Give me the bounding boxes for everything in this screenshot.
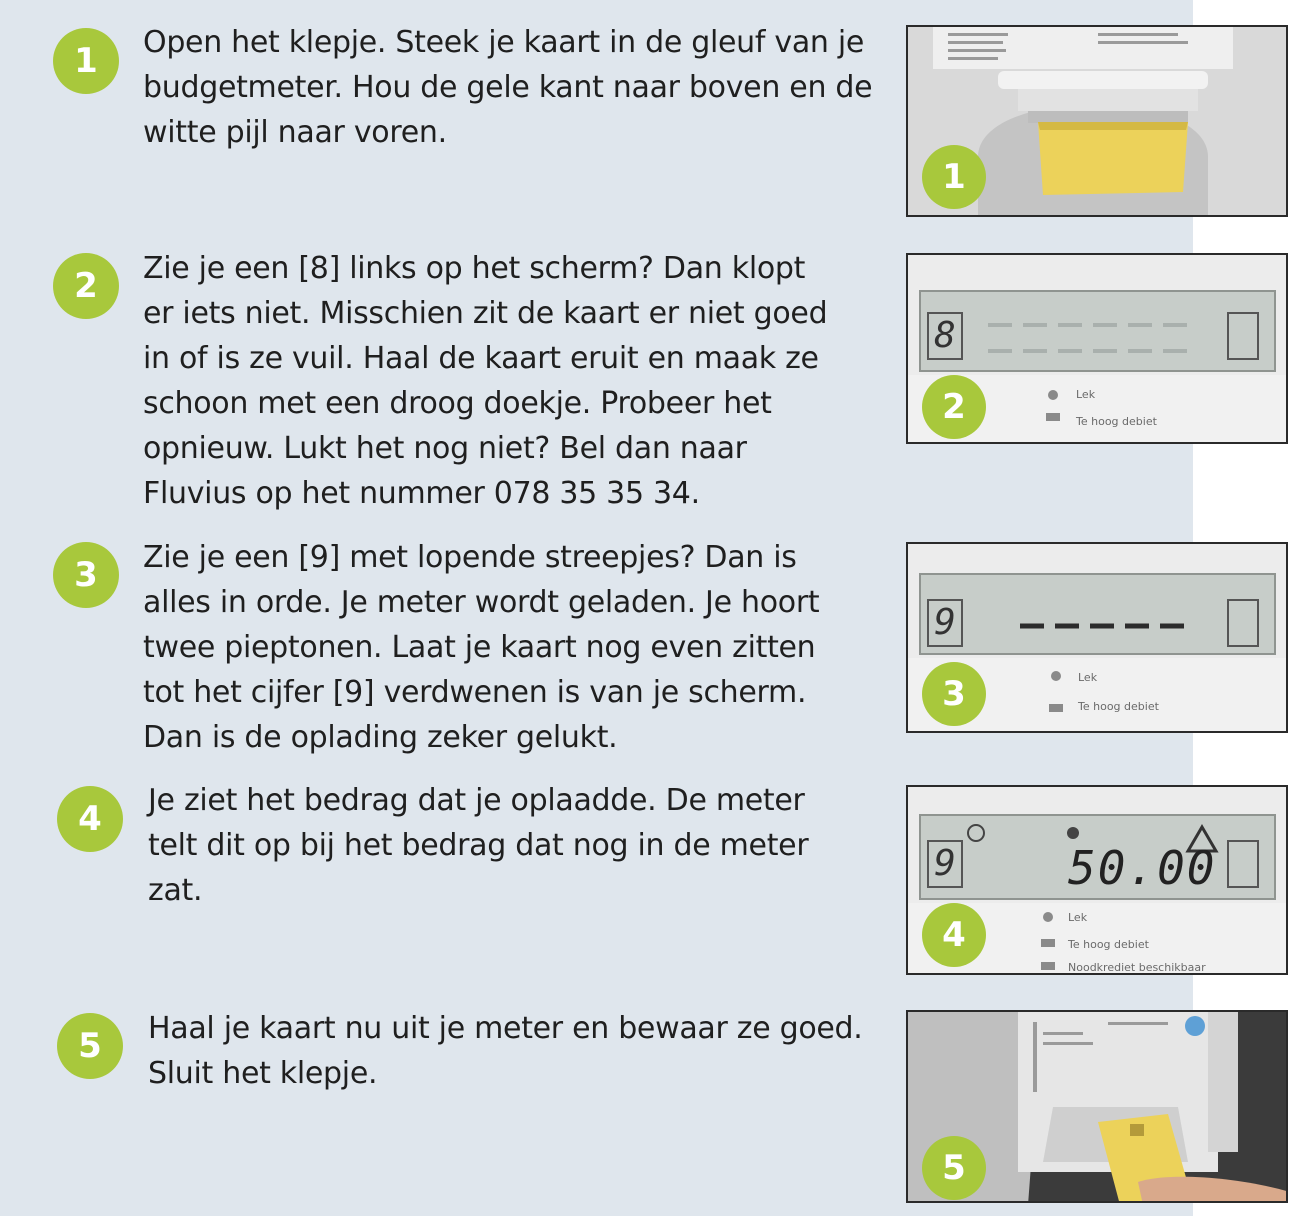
photo-step-4 (906, 785, 1288, 975)
photo-step-1 (906, 25, 1288, 217)
step-4-badge: 4 (57, 786, 123, 852)
step-1-badge: 1 (53, 28, 119, 94)
photo-4-badge: 4 (922, 903, 986, 967)
lcd-label-noodkrediet: Noodkrediet beschikbaar (1068, 961, 1206, 974)
lcd-label-lek: Lek (1068, 911, 1088, 924)
step-3-badge: 3 (53, 542, 119, 608)
photo-1-badge: 1 (922, 145, 986, 209)
step-5-text: Haal je kaart nu uit je meter en bewaar ze goed. Sluit het klepje. (148, 1011, 863, 1091)
photo-3-badge: 3 (922, 662, 986, 726)
photo-step-2 (906, 253, 1288, 444)
step-3-text: Zie je een [9] met lopende streepjes? Dan is alles in orde. Je meter wordt geladen. Je hoort twee pieptonen. Laat je kaart nog even zitten tot het cijfer [9] verdwenen is van je scherm. Dan is de oplading zeker gelukt. (143, 540, 820, 755)
step-2-text: Zie je een [8] links op het scherm? Dan klopt er iets niet. Misschien zit de kaart er niet goed in of is ze vuil. Haal de kaart eruit en maak ze schoon met een droog doekje. Probeer het opnieuw. Lukt het nog niet? Bel dan naar Fluvius op het nummer 078 35 35 34. (143, 251, 828, 511)
step-1-text: Open het klepje. Steek je kaart in de gleuf van je budgetmeter. Hou de gele kant naar boven en de witte pijl naar voren. (143, 25, 873, 150)
lcd-digit: 9 (934, 843, 956, 884)
lcd-label-debiet: Te hoog debiet (1068, 938, 1149, 951)
step-2-badge: 2 (53, 253, 119, 319)
lcd-label-lek: Lek (1076, 388, 1096, 401)
photo-2-badge: 2 (922, 375, 986, 439)
lcd-amount: 50.00 (1068, 841, 1217, 895)
lcd-digit: 8 (934, 315, 956, 356)
lcd-digit: 9 (934, 602, 956, 643)
photo-5-badge: 5 (922, 1136, 986, 1200)
lcd-label-debiet: Te hoog debiet (1078, 700, 1159, 713)
photo-step-3 (906, 542, 1288, 733)
step-4-text: Je ziet het bedrag dat je oplaadde. De meter telt dit op bij het bedrag dat nog in de meter zat. (148, 783, 809, 908)
step-5-badge: 5 (57, 1013, 123, 1079)
lcd-label-debiet: Te hoog debiet (1076, 415, 1157, 428)
lcd-label-lek: Lek (1078, 671, 1098, 684)
photo-step-5 (906, 1010, 1288, 1203)
